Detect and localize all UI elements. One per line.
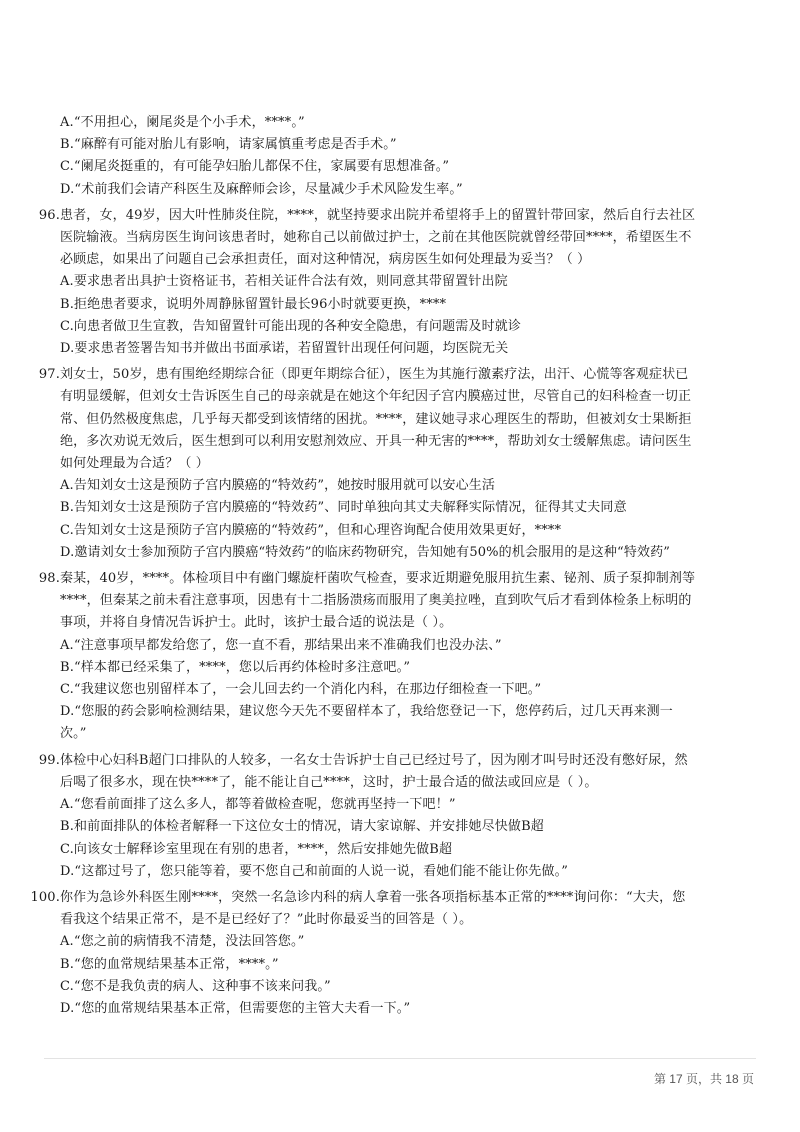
option-b: B.拒绝患者要求，说明外周静脉留置针最长96小时就要更换，****	[60, 296, 447, 312]
option-c: C.向患者做卫生宣教，告知留置针可能出现的各种安全隐患，有问题需及时就诊	[60, 318, 522, 334]
option-c: C.告知刘女士这是预防子宫内膜癌的“特效药”，但和心理咨询配合使用效果更好，****	[60, 522, 562, 538]
question-stem-line: 秦某，40岁，****。体检项目中有幽门螺旋杆菌吹气检查，要求近期避免服用抗生素、铋剂、质子泵抑制剂等	[60, 571, 696, 587]
option-d: D.“您的血常规结果基本正常，但需要您的主管大夫看一下。”	[60, 1000, 411, 1016]
question-98	[38, 568, 750, 746]
option-a: A.“注意事项早都发给您了，您一直不看，那结果出来不准确我们也没办法、”	[60, 637, 502, 653]
option-b: B.和前面排队的体检者解释一下这位女士的情况，请大家谅解、并安排她尽快做B超	[60, 819, 544, 835]
question-stem-line: 你作为急诊外科医生刚****，突然一名急诊内科的病人拿着一张各项指标基本正常的****询问你：“大夫，您	[60, 889, 686, 905]
option-b: B.告知刘女士这是预防子宫内膜癌的“特效药”、同时单独向其丈夫解释实际情况，征得其丈夫同意	[60, 500, 627, 516]
q95-option-c: C.“阑尾炎挺重的，有可能孕妇胎儿都保不住，家属要有思想准备。”	[60, 159, 450, 175]
question-100	[30, 887, 750, 1020]
option-a: A.告知刘女士这是预防子宫内膜癌的“特效药”，她按时服用就可以安心生活	[60, 478, 496, 494]
question-stem-line: 后喝了很多水，现在快****了，能不能让自己****，这时，护士最合适的做法或回应是（ ）。	[60, 774, 598, 790]
question-stem-line: 患者，女，49岁，因大叶性肺炎住院，****，就坚持要求出院并希望将手上的留置针带回家，然后自行去社区	[60, 207, 696, 223]
q95-option-d: D.“术前我们会请产科医生及麻醉师会诊，尽量减少手术风险发生率。”	[60, 181, 463, 197]
question-stem-line: 绝，多次劝说无效后，医生想到可以利用安慰剂效应、开具一种无害的****，帮助刘女士缓解焦虑。请问医生	[60, 433, 692, 449]
footer-divider	[44, 1058, 756, 1059]
question-number: 97.	[38, 367, 60, 383]
option-a: A.要求患者出具护士资格证书，若相关证件合法有效，则同意其带留置针出院	[60, 274, 508, 290]
question-99	[38, 750, 750, 883]
option-d: D.邀请刘女士参加预防子宫内膜癌“特效药”的临床药物研究，告知她有50%的机会服用的是这种“特效药”	[60, 544, 671, 560]
option-a: A.“您之前的病情我不清楚，没法回答您。”	[60, 934, 305, 950]
question-stem-line: ****，但秦某之前未看注意事项，因患有十二指肠溃疡而服用了奥美拉唑，直到吹气后才看到体检条上标明的	[60, 593, 692, 609]
question-stem-line: 体检中心妇科B超门口排队的人较多，一名女士告诉护士自己已经过号了，因为刚才叫号时还没有憋好尿，然	[60, 752, 688, 768]
question-number: 98.	[38, 571, 60, 587]
option-c: C.“您不是我负责的病人、这种事不该来问我。”	[60, 978, 331, 994]
question-stem-line: 有明显缓解，但刘女士告诉医生自己的母亲就是在她这个年纪因子宫内膜癌过世，尽管自己的妇科检查一切正	[60, 389, 692, 405]
question-stem-line: 常、但仍然极度焦虑，几乎每天都受到该情绪的困扰。****，建议她寻求心理医生的帮助，但被刘女士果断拒	[60, 411, 692, 427]
page-number: 第 17 页，共 18 页	[653, 1072, 754, 1086]
question-stem-line: 看我这个结果正常不，是不是已经好了？”此时你最妥当的回答是（ ）。	[60, 912, 473, 928]
question-stem-line: 必顾虑，如果出了问题自己会承担责任，面对这种情况，病房医生如何处理最为妥当？（ ）	[60, 252, 591, 268]
option-c: C.“我建议您也别留样本了，一会儿回去约一个消化内科，在那边仔细检查一下吧。”	[60, 682, 542, 698]
question-stem-line: 事项，并将自身情况告诉护士。此时，该护士最合适的说法是（ ）。	[60, 615, 453, 631]
option-d: D.“这都过号了，您只能等着，要不您自己和前面的人说一说，看她们能不能让你先做。”	[60, 863, 569, 879]
q95-option-b: B.“麻醉有可能对胎儿有影响，请家属慎重考虑是否手术。”	[60, 137, 397, 153]
question-number: 100.	[30, 889, 60, 905]
option-d: D.要求患者签署告知书并做出书面承诺，若留置针出现任何问题，均医院无关	[60, 341, 509, 357]
question-stem-line: 如何处理最为合适？（ ）	[60, 456, 209, 472]
question-97	[38, 364, 750, 564]
option-d-continued: 次。”	[60, 726, 87, 742]
option-b: B.“样本都已经采集了，****，您以后再约体检时多注意吧。”	[60, 659, 411, 675]
option-a: A.“您看前面排了这么多人，都等着做检查呢，您就再坚持一下吧！”	[60, 797, 456, 813]
option-d: D.“您服的药会影响检测结果，建议您今天先不要留样本了，我给您登记一下，您停药后，过几天再来测一	[60, 704, 673, 720]
question-96	[38, 205, 750, 360]
question-number: 99.	[38, 752, 60, 768]
question-stem-line: 刘女士，50岁，患有围绝经期综合征（即更年期综合征），医生为其施行激素疗法，出汗、心慌等客观症状已	[60, 367, 689, 383]
question-list	[30, 112, 750, 1020]
option-b: B.“您的血常规结果基本正常，****。”	[60, 956, 279, 972]
question-stem-line: 医院输液。当病房医生询问该患者时，她称自己以前做过护士，之前在其他医院就曾经带回****，希望医生不	[60, 230, 692, 246]
q95-option-a: A.“不用担心，阑尾炎是个小手术，****。”	[60, 115, 305, 130]
question-number: 96.	[38, 207, 60, 223]
option-c: C.向该女士解释诊室里现在有别的患者，****，然后安排她先做B超	[60, 841, 453, 857]
